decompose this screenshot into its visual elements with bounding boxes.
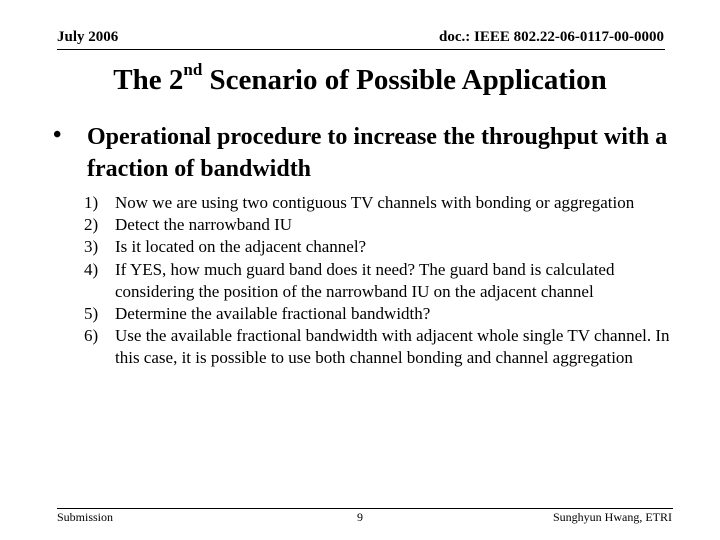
step-text: Now we are using two contiguous TV channels with bonding or aggregation [115, 193, 635, 212]
title-prefix: The 2 [113, 64, 184, 96]
step-number: 5) [84, 304, 99, 324]
bullet-text: Operational procedure to increase the throughput with a fraction of bandwidth [87, 124, 668, 182]
step-text: Determine the available fractional bandwidth? [115, 304, 431, 324]
step-text: If YES, how much guard band does it need? The guard band is calculated considering the position of the narrowband IU on the adjacent channel [115, 259, 615, 301]
step-number: 6) [84, 326, 99, 346]
title-superscript: nd [183, 60, 203, 80]
list-item [84, 236, 684, 258]
step-text: Is it located on the adjacent channel? [115, 237, 367, 257]
step-number: 3) [84, 237, 99, 257]
header-date: July 2006 [57, 29, 119, 45]
bullet-marker: • [53, 122, 62, 148]
steps-list [84, 192, 684, 370]
step-number: 4) [84, 259, 99, 279]
footer-divider [57, 508, 673, 509]
slide-title [0, 60, 720, 97]
footer-page-number: 9 [357, 510, 363, 524]
step-text: Use the available fractional bandwidth with adjacent whole single TV channel. In this case, it is possible to use both channel bonding and channel aggregation [115, 326, 670, 368]
list-item [84, 214, 684, 236]
step-number: 1) [84, 193, 99, 212]
step-number: 2) [84, 215, 99, 235]
list-item [84, 192, 684, 214]
step-text: Detect the narrowband IU [115, 215, 293, 235]
header-doc-id: doc.: IEEE 802.22-06-0117-00-0000 [439, 29, 664, 45]
title-suffix: Scenario of Possible Application [202, 64, 607, 96]
footer-author: Sunghyun Hwang, ETRI [553, 510, 672, 524]
list-item [84, 259, 684, 303]
list-item [84, 303, 684, 325]
header-divider [57, 49, 665, 50]
list-item [84, 325, 684, 369]
footer-submission: Submission [57, 510, 114, 524]
